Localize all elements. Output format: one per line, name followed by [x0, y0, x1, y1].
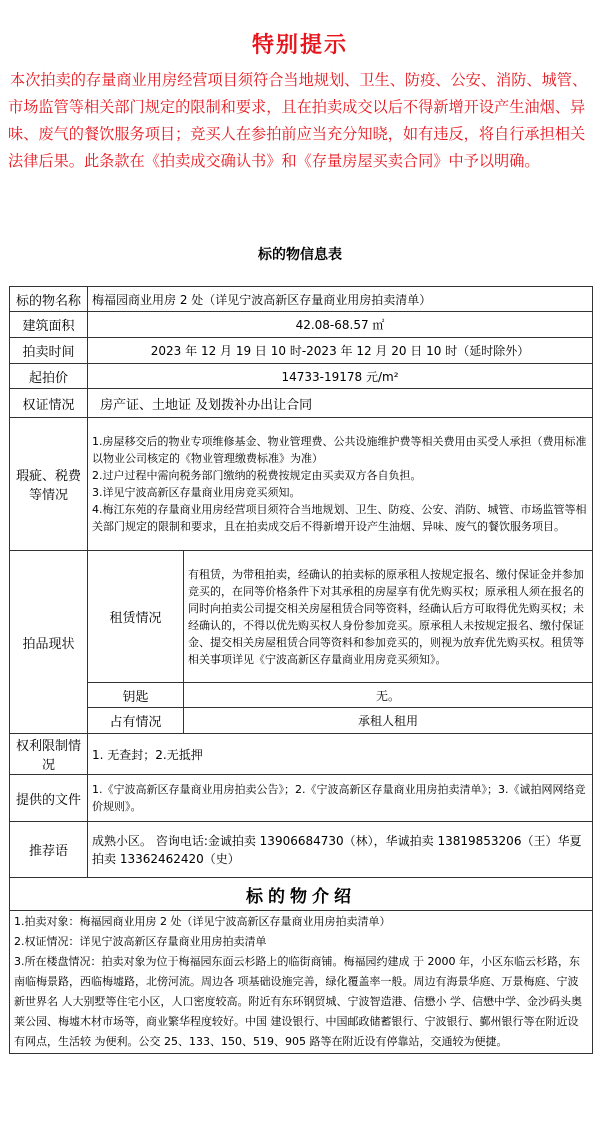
defect-item: 4.梅江东苑的存量商业用房经营项目须符合当地规划、卫生、防疫、公安、消防、城管、市场监管等相关部门规定的限制和要求，且在拍卖成交后不得新增开设产生油烟、异味、废气的餐饮服务项目。 — [92, 503, 587, 533]
recommend-value: 成熟小区。 咨询电话:金诚拍卖 13906684730（林），华诚拍卖 13819853206（王）华夏拍卖 13362462420（史） — [88, 822, 593, 878]
table-row — [10, 878, 593, 911]
rights-value: 房产证、土地证 及划拨补办出让合同 — [88, 389, 593, 418]
intro-item: 2.权证情况：详见宁波高新区存量商业用房拍卖清单 — [14, 935, 267, 948]
key-value: 无。 — [184, 683, 593, 708]
info-table — [9, 286, 593, 1054]
table-row — [10, 775, 593, 822]
defects-label: 瑕疵、税费等情况 — [10, 418, 88, 551]
table-title: 标的物信息表 — [258, 247, 342, 263]
defect-item: 1.房屋移交后的物业专项维修基金、物业管理费、公共设施维护费等相关费用由买受人承担（费用标准以物业公司核定的《物业管理缴费标准》为准） — [92, 435, 587, 465]
table-row — [10, 911, 593, 1054]
intro-item: 3.所在楼盘情况：拍卖对象为位于梅福园东面云杉路上的临街商铺。梅福园约建成 于 2000 年，小区东临云杉路，东南临梅景路，西临梅墟路，北傍河流。周边各 项基础设施完善，绿化覆盖率一般。周边有海景华庭、万景梅庭、宁波新世界名 人大别墅等住宅小区，人口密度较高。附近有东环钢贸城、宁波智造港、信懋小 学、信懋中学、金沙码头奥莱公园、梅墟木材市场等，商业繁华程度较好。中国 建设银行、中国邮政储蓄银行、宁波银行、鄞州银行等在附近设有网点，生活较 为便利。公交 25、133、150、519、905 路等在附近设有停靠站，交通较为便捷。 — [14, 955, 582, 1048]
lease-label: 租赁情况 — [88, 551, 184, 683]
notice-body: 本次拍卖的存量商业用房经营项目须符合当地规划、卫生、防疫、公安、消防、城管、市场监管等相关部门规定的限制和要求，且在拍卖成交以后不得新增开设产生油烟、异味、废气的餐饮服务项目；竞买人在参拍前应当充分知晓，如有违反，将自行承担相关法律后果。此条款在《拍卖成交确认书》和《存量房屋买卖合同》中予以明确。 — [8, 71, 588, 170]
table-row — [10, 287, 593, 312]
name-label: 标的物名称 — [10, 287, 88, 312]
intro-title: 标的物介绍 — [10, 878, 593, 911]
limit-label: 权利限制情况 — [10, 734, 88, 775]
defect-item: 2.过户过程中需向税务部门缴纳的税费按规定由买卖双方各自负担。 — [92, 469, 422, 482]
occupancy-label: 占有情况 — [88, 708, 184, 734]
defects-value — [88, 418, 593, 551]
table-row — [10, 551, 593, 683]
price-value: 14733-19178 元/m² — [88, 364, 593, 389]
area-value: 42.08-68.57 ㎡ — [88, 312, 593, 338]
table-row — [10, 312, 593, 338]
table-row — [10, 708, 593, 734]
table-row — [10, 389, 593, 418]
table-row — [10, 734, 593, 775]
time-value: 2023 年 12 月 19 日 10 时-2023 年 12 月 20 日 10 时（延时除外） — [88, 338, 593, 364]
occupancy-value: 承租人租用 — [184, 708, 593, 734]
status-label: 拍品现状 — [10, 551, 88, 734]
limit-value: 1. 无查封；2.无抵押 — [88, 734, 593, 775]
table-row — [10, 822, 593, 878]
time-label: 拍卖时间 — [10, 338, 88, 364]
rights-label: 权证情况 — [10, 389, 88, 418]
area-label: 建筑面积 — [10, 312, 88, 338]
docs-value: 1.《宁波高新区存量商业用房拍卖公告》；2.《宁波高新区存量商业用房拍卖清单》；3.《诚拍网网络竞价规则》。 — [88, 775, 593, 822]
notice-title: 特别提示 — [251, 33, 348, 58]
recommend-label: 推荐语 — [10, 822, 88, 878]
price-label: 起拍价 — [10, 364, 88, 389]
table-row — [10, 364, 593, 389]
name-value: 梅福园商业用房 2 处（详见宁波高新区存量商业用房拍卖清单） — [88, 287, 593, 312]
docs-label: 提供的文件 — [10, 775, 88, 822]
table-row — [10, 683, 593, 708]
intro-body — [10, 911, 593, 1054]
table-row — [10, 338, 593, 364]
lease-value: 有租赁，为带租拍卖，经确认的拍卖标的原承租人按规定报名、缴付保证金并参加竞买的，在同等价格条件下对其承租的房屋享有优先购买权；原承租人须在报名的同时向拍卖公司提交相关房屋租赁合同等资料，经确认后方可取得优先购买权；未经确认的，不得以优先购买权人身份参加竞买。原承租人未按规定报名、缴付保证金、提交相关房屋租赁合同等资料和参加竞买的，则视为放弃优先购买权。租赁等相关事项详见《宁波高新区存量商业用房竞买须知》。 — [184, 551, 593, 683]
intro-item: 1.拍卖对象：梅福园商业用房 2 处（详见宁波高新区存量商业用房拍卖清单） — [14, 915, 391, 928]
key-label: 钥匙 — [88, 683, 184, 708]
defect-item: 3.详见宁波高新区存量商业用房竞买须知。 — [92, 486, 301, 499]
table-row — [10, 418, 593, 551]
